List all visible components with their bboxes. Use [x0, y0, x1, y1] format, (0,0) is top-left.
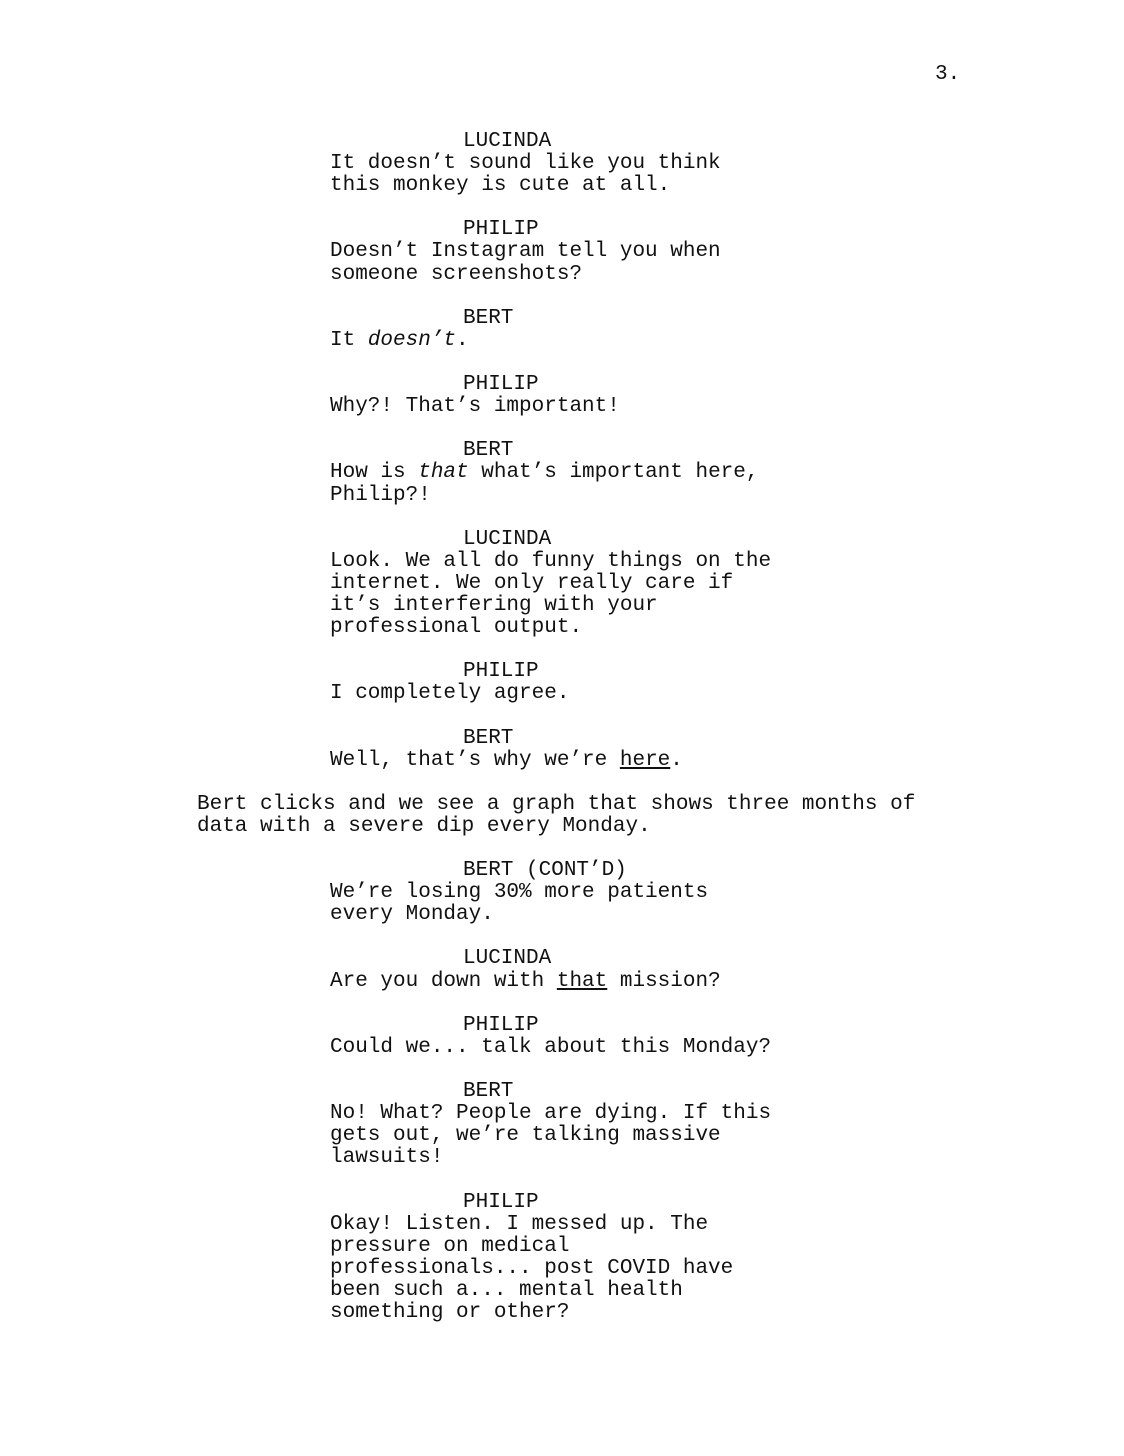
block-spacer — [0, 838, 1124, 860]
block-spacer — [0, 1059, 1124, 1081]
block-spacer — [0, 772, 1124, 794]
character-cue: PHILIP — [463, 1190, 539, 1214]
character-cue: PHILIP — [463, 218, 539, 242]
dialogue-block — [0, 131, 1124, 197]
dialogue-text: It doesn’t sound like you think this monkey is cute at all. — [330, 152, 721, 198]
dialogue-text: Okay! Listen. I messed up. The pressure on medical professionals... post COVID have been such a... mental health something or other? — [330, 1212, 734, 1324]
dialogue-fragment: It — [330, 328, 368, 352]
dialogue-fragment: what’s important here, Philip?! — [330, 461, 759, 507]
dialogue-text — [330, 462, 790, 506]
character-cue: PHILIP — [463, 1013, 539, 1037]
block-spacer — [0, 639, 1124, 661]
dialogue-fragment: mission? — [607, 969, 721, 993]
block-spacer — [0, 286, 1124, 308]
dialogue-block — [0, 440, 1124, 506]
underlined-text: here — [619, 748, 671, 772]
underlined-text: that — [556, 969, 608, 993]
dialogue-fragment: Well, that’s why we’re — [330, 748, 620, 772]
character-cue: PHILIP — [463, 373, 539, 397]
dialogue-fragment: . — [670, 748, 683, 772]
action-block — [0, 794, 1124, 838]
block-spacer — [0, 418, 1124, 440]
dialogue-text: Doesn’t Instagram tell you when someone screenshots? — [330, 240, 721, 286]
dialogue-fragment: How is — [330, 461, 419, 485]
dialogue-text: I completely agree. — [330, 682, 570, 706]
dialogue-block — [0, 948, 1124, 992]
character-cue: BERT — [463, 306, 514, 330]
dialogue-block — [0, 661, 1124, 705]
dialogue-block — [0, 1015, 1124, 1059]
dialogue-block — [0, 219, 1124, 285]
dialogue-block — [0, 1081, 1124, 1169]
dialogue-fragment: Are you down with — [330, 969, 557, 993]
dialogue-text: Could we... talk about this Monday? — [330, 1035, 772, 1059]
dialogue-text — [330, 971, 790, 993]
dialogue-text: Look. We all do funny things on the internet. We only really care if it’s interfering with your professional output. — [330, 549, 772, 640]
emphasis-text: doesn’t — [367, 328, 457, 352]
character-cue: LUCINDA — [463, 947, 552, 971]
block-spacer — [0, 705, 1124, 727]
dialogue-text: No! What? People are dying. If this gets out, we’re talking massive lawsuits! — [330, 1102, 772, 1170]
dialogue-block — [0, 1192, 1124, 1325]
dialogue-text — [330, 750, 790, 772]
block-spacer — [0, 352, 1124, 374]
dialogue-block — [0, 308, 1124, 352]
page-number: 3. — [935, 63, 961, 86]
character-cue: BERT (CONT’D) — [463, 859, 627, 883]
dialogue-text: Why?! That’s important! — [330, 395, 620, 419]
character-cue: BERT — [463, 1080, 514, 1104]
screenplay-body — [0, 131, 1124, 1324]
dialogue-text: We’re losing 30% more patients every Monday. — [330, 881, 709, 927]
dialogue-block — [0, 728, 1124, 772]
dialogue-block — [0, 374, 1124, 418]
character-cue: BERT — [463, 439, 514, 463]
emphasis-text: that — [418, 461, 469, 485]
dialogue-fragment: . — [456, 328, 469, 352]
block-spacer — [0, 993, 1124, 1015]
block-spacer — [0, 197, 1124, 219]
character-cue: LUCINDA — [463, 527, 552, 551]
action-text: Bert clicks and we see a graph that shows three months of data with a severe dip every Monday. — [197, 792, 916, 838]
character-cue: BERT — [463, 726, 514, 750]
block-spacer — [0, 926, 1124, 948]
dialogue-block — [0, 529, 1124, 639]
block-spacer — [0, 1169, 1124, 1191]
dialogue-text — [330, 330, 790, 352]
character-cue: LUCINDA — [463, 130, 552, 153]
dialogue-block — [0, 860, 1124, 926]
character-cue: PHILIP — [463, 660, 539, 684]
block-spacer — [0, 507, 1124, 529]
